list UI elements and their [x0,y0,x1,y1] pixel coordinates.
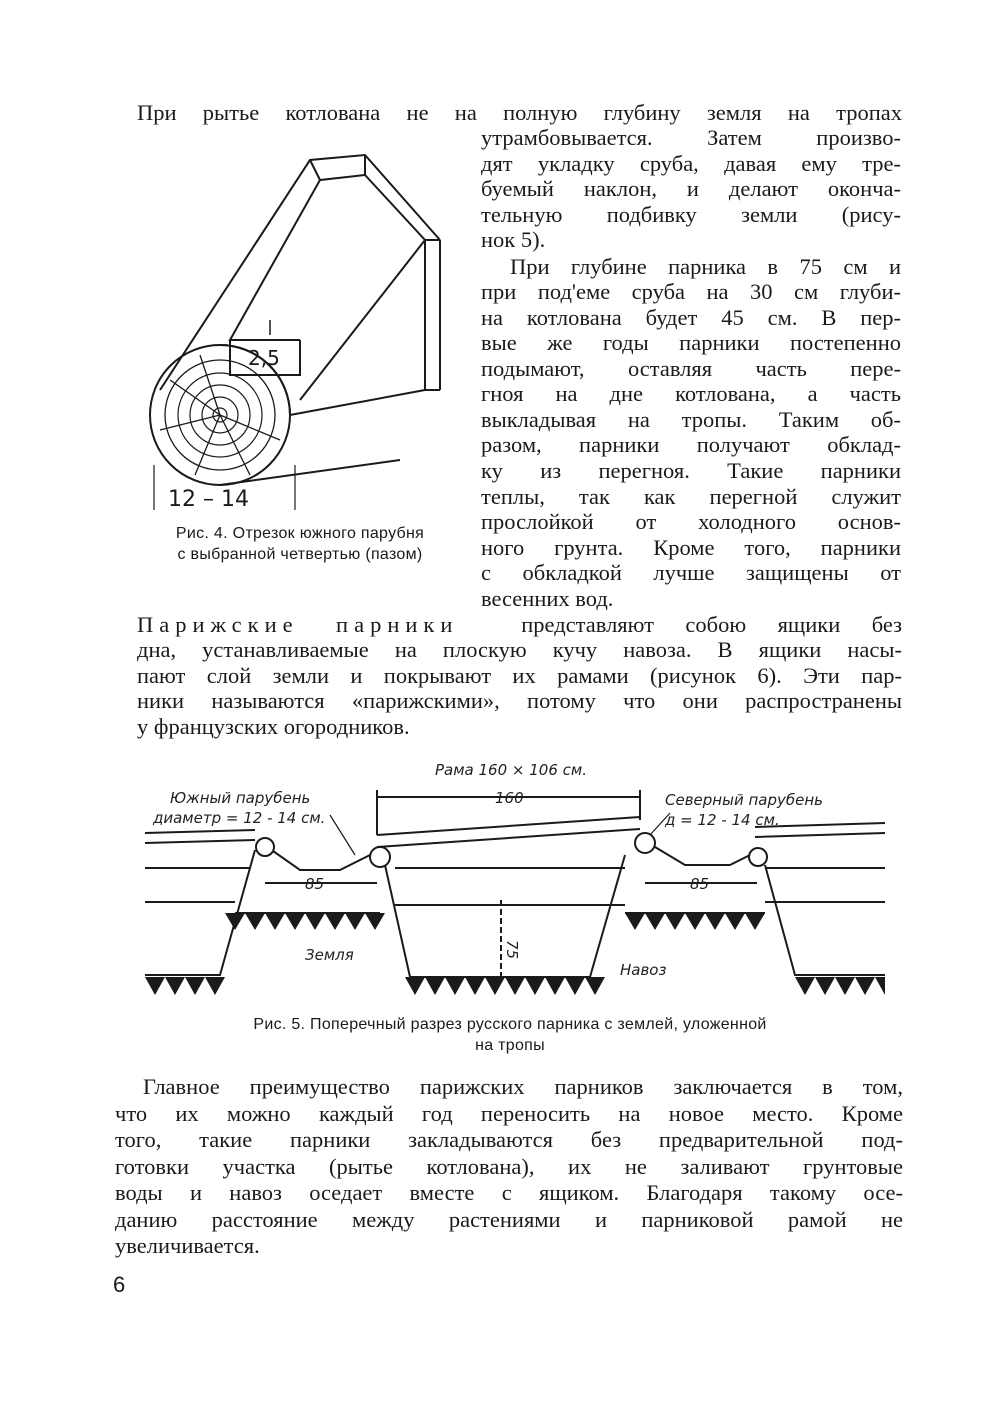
text-line: ники называются «парижскими», потому что они распространены [137,688,902,713]
text-line: что их можно каждый год переносить на новое место. Кроме [115,1101,903,1126]
text-line: весенних вод. [481,586,614,611]
frame-width-dimension: 160 [495,789,524,807]
text-span: представляют собою ящики без [521,612,902,637]
page-number: 6 [113,1272,126,1297]
text-line: Главное преимущество парижских парников заключается в том, [143,1074,903,1099]
figure-5-caption-line: Рис. 5. Поперечный разрез русского парника с землей, уложенной [253,1016,767,1033]
figure-5-cross-section [145,755,885,1010]
text-line: ного грунта. Кроме того, парники [481,535,901,560]
north-log-diameter-label: д = 12 - 14 см. [665,811,780,829]
figure-4-caption-line: с выбранной четвертью (пазом) [177,546,423,563]
text-line: разом, парники получают обклад- [481,432,901,457]
text-line: выкладывая на тропы. Таким об- [481,407,901,432]
figure-5-caption-line: на тропы [475,1037,545,1054]
frame-size-label: Рама 160 × 106 см. [435,761,587,779]
depth-label: 2,5 [248,346,280,370]
text-line: тельную подбивку земли (рису- [481,202,901,227]
text-line: буемый наклон, и делают оконча- [481,176,901,201]
text-line: подымают, оставляя часть пере- [481,356,901,381]
text-line: пают слой земли и покрывают их рамами (рисунок 6). Эти пар- [137,663,902,688]
text-line: вые же годы парники постепенно [481,330,901,355]
left-path-dimension: 85 [305,875,325,893]
north-log-label: Северный парубень [665,791,823,809]
width-label: 12 – 14 [168,487,249,512]
figure-4-caption-line: Рис. 4. Отрезок южного парубня [175,525,425,542]
text-line [137,612,902,638]
text-line: утрамбовывается. Затем произво- [481,125,901,150]
south-log-diameter-label: диаметр = 12 - 14 см. [153,809,326,827]
text-line: гноя на дне котлована, а часть [481,381,901,406]
text-line: теплы, так как перегной служит [481,484,901,509]
text-line: того, такие парники закладываются без предварительной под- [115,1127,903,1152]
text-line: ку из перегноя. Такие парники [481,458,901,483]
text-line: дят укладку сруба, давая ему тре- [481,151,901,176]
soil-label: Земля [305,946,354,964]
text-line: прослойкой от холодного основ- [481,509,901,534]
text-line: при под'еме сруба на 30 см глуби- [481,279,901,304]
figure-4-log-drawing [140,140,470,520]
text-line: на котлована будет 45 см. В пер- [481,305,901,330]
depth-dimension: 75 [503,940,521,960]
right-path-dimension: 85 [690,875,710,893]
term-parisian-hotbeds: Парижские парники [137,612,459,637]
south-log-label: Южный парубень [170,789,311,807]
text-line: готовки участка (рытье котлована), их не заливают грунтовые [115,1154,903,1179]
manure-label: Навоз [620,961,667,979]
text-line: дна, устанавливаемые на плоскую кучу навоза. В ящики насы- [137,637,902,662]
text-line: При рытье котлована не на полную глубину земля на тропах [137,100,902,125]
text-line: воды и навоз оседает вместе с ящиком. Благодаря такому осе- [115,1180,903,1205]
text-line: с обкладкой лучше защищены от [481,560,901,585]
text-line: При глубине парника в 75 см и [510,254,901,279]
text-line: данию расстояние между растениями и парниковой рамой не [115,1207,903,1232]
text-line: увеличивается. [115,1233,260,1258]
text-line: у французских огородников. [137,714,410,739]
text-line: нок 5). [481,227,546,252]
